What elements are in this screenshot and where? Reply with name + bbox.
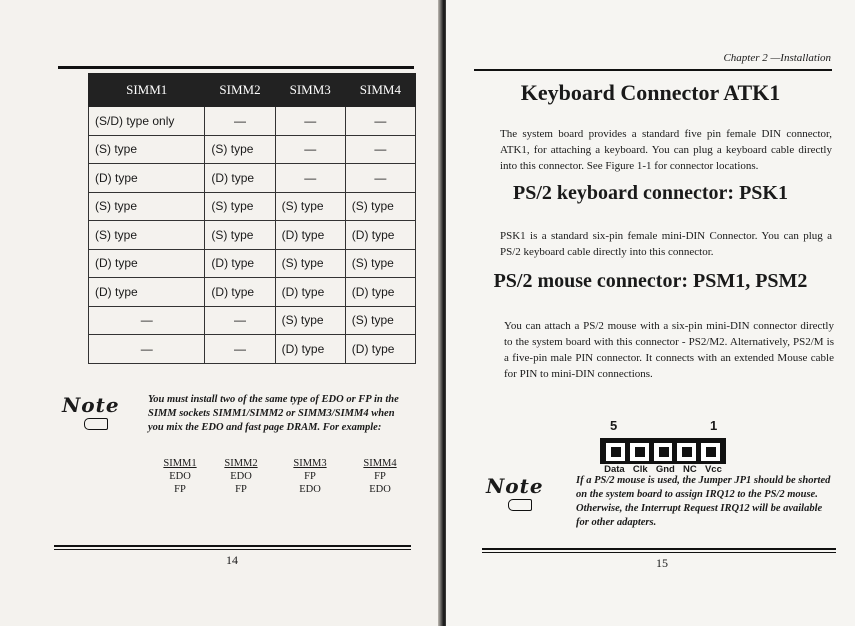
example-header: SIMM4 [363, 458, 397, 469]
example-value: EDO [369, 484, 391, 495]
table-cell: — [205, 306, 275, 335]
table-cell: (D) type [345, 278, 415, 307]
section-title: PS/2 mouse connector: PSM1, PSM2 [493, 270, 808, 292]
pin-label: Data [604, 464, 625, 475]
pointing-hand-icon [508, 499, 532, 511]
pin-label: Gnd [655, 464, 675, 475]
table-cell: (S) type [345, 192, 415, 221]
table-cell: (S) type [205, 192, 275, 221]
bottom-rule-thin [482, 552, 836, 553]
bottom-rule [482, 548, 836, 550]
table-cell: (S) type [275, 192, 345, 221]
pin-label: Clk [632, 464, 648, 475]
table-cell: (D) type [275, 221, 345, 250]
table-cell: (S) type [345, 249, 415, 278]
table-cell: (D) type [205, 164, 275, 193]
section-title: PS/2 keyboard connector: PSK1 [513, 182, 788, 204]
example-col [211, 457, 271, 496]
example-value: FP [174, 484, 186, 495]
chapter-header: Chapter 2 —Installation [723, 52, 831, 64]
note-text: You must install two of the same type of EDO or FP in the SIMM sockets SIMM1/SIMM2 or SIMM3/SIMM4 when you mix the EDO and fast page DRAM. For example: [148, 394, 399, 433]
section-paragraph: PSK1 is a standard six-pin female mini-DIN Connector. You can plug a PS/2 keyboard cable directly into this connector. [500, 230, 832, 258]
table-cell: (S) type [89, 221, 205, 250]
example-header: SIMM3 [293, 458, 327, 469]
table-cell: (D) type [89, 164, 205, 193]
pin [677, 443, 696, 461]
table-cell: (D) type [345, 221, 415, 250]
table-row [89, 164, 416, 193]
pin-number: 5 [610, 418, 618, 433]
top-rule [58, 66, 414, 69]
col-header: SIMM3 [275, 74, 345, 107]
col-header: SIMM1 [89, 74, 205, 107]
page-number: 14 [226, 553, 238, 567]
pin [654, 443, 673, 461]
table-cell: (S) type [345, 306, 415, 335]
table-row [89, 306, 416, 335]
example-value: FP [304, 471, 316, 482]
table-row [89, 249, 416, 278]
pin [701, 443, 720, 461]
pin [630, 443, 649, 461]
table-row [89, 192, 416, 221]
table-cell: (S) type [275, 249, 345, 278]
pin-header [600, 438, 726, 464]
table-cell: — [345, 164, 415, 193]
table-cell: (D) type [89, 249, 205, 278]
table-cell: — [275, 135, 345, 164]
right-page [446, 0, 855, 626]
table-header-row [89, 74, 416, 107]
table-cell: (S) type [89, 192, 205, 221]
table-cell: — [205, 335, 275, 364]
simm-table [88, 73, 416, 364]
table-row [89, 278, 416, 307]
pin-label: NC [683, 464, 697, 475]
example-col [150, 457, 210, 496]
table-cell: (D) type [275, 335, 345, 364]
table-cell: — [345, 135, 415, 164]
table-row [89, 107, 416, 136]
example-value: EDO [299, 484, 321, 495]
pointing-hand-icon [84, 418, 108, 430]
table-cell: — [275, 164, 345, 193]
table-cell: (S) type [275, 306, 345, 335]
col-header: SIMM2 [205, 74, 275, 107]
col-header: SIMM4 [345, 74, 415, 107]
table-cell: — [89, 335, 205, 364]
table-cell: — [89, 306, 205, 335]
table-cell: (S) type [205, 221, 275, 250]
pin-label: Vcc [704, 464, 722, 475]
table-cell: (S/D) type only [89, 107, 205, 136]
example-value: FP [374, 471, 386, 482]
example-col [280, 457, 340, 496]
table-cell: (D) type [345, 335, 415, 364]
bottom-rule [54, 545, 411, 547]
example-value: FP [235, 484, 247, 495]
table-cell: (S) type [89, 135, 205, 164]
table-cell: (D) type [89, 278, 205, 307]
table-cell: (D) type [275, 278, 345, 307]
section-title: Keyboard Connector ATK1 [520, 80, 781, 105]
section-paragraph: You can attach a PS/2 mouse with a six-pin mini-DIN connector directly to the system board with this connector - PS2/M2. Alternatively, PS2/M is a five-pin male PIN connector. It connects with an extended Mouse cable for PIN to mini-DIN connections. [504, 320, 834, 380]
note-logo: Note [62, 393, 120, 417]
table-cell: — [345, 107, 415, 136]
example-header: SIMM1 [163, 458, 197, 469]
example-header: SIMM2 [224, 458, 258, 469]
table-cell: (D) type [205, 278, 275, 307]
note-logo: Note [486, 474, 544, 498]
example-value: EDO [230, 471, 252, 482]
note-text: If a PS/2 mouse is used, the Jumper JP1 should be shorted on the system board to assign IRQ12 to the PS/2 mouse. Otherwise, the Interrupt Request IRQ12 will be available for other adapters. [576, 475, 831, 528]
table-row [89, 135, 416, 164]
example-col [350, 457, 410, 496]
section-paragraph: The system board provides a standard five pin female DIN connector, ATK1, for attaching a keyboard. You can plug a keyboard cable directly into this connector. See Figure 1-1 for connector locations. [500, 128, 832, 172]
table-cell: — [205, 107, 275, 136]
table-cell: — [275, 107, 345, 136]
pin-number: 1 [710, 418, 718, 433]
pin [606, 443, 625, 461]
table-row [89, 335, 416, 364]
table-row [89, 221, 416, 250]
example-value: EDO [169, 471, 191, 482]
bottom-rule-thin [54, 549, 411, 550]
table-cell: (D) type [205, 249, 275, 278]
page-number: 15 [656, 556, 668, 570]
top-rule [474, 69, 832, 71]
table-cell: (S) type [205, 135, 275, 164]
